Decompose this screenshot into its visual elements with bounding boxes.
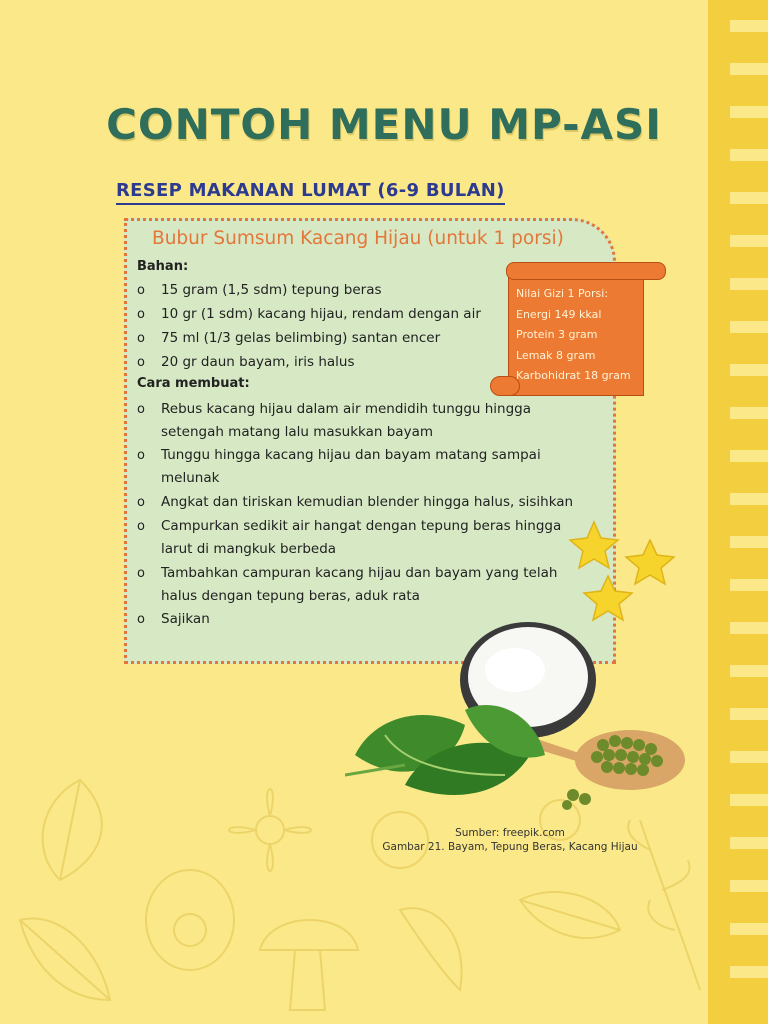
stripe-decoration [730, 794, 768, 806]
page-title: CONTOH MENU MP-ASI [106, 100, 662, 149]
nutrition-heading: Nilai Gizi 1 Porsi: [516, 287, 609, 300]
step-text: Tambahkan campuran kacang hijau dan bayam yang telah halus dengan tepung beras, aduk rata [161, 565, 558, 604]
recipe-title: Bubur Sumsum Kacang Hijau (untuk 1 porsi) [152, 228, 564, 249]
stripe-decoration [730, 192, 768, 204]
stripe-decoration [730, 493, 768, 505]
stripe-decoration [730, 579, 768, 591]
stripe-decoration [730, 966, 768, 978]
nutrition-energy: Energi 149 kkal [516, 307, 602, 321]
caption-figure: Gambar 21. Bayam, Tepung Beras, Kacang Hijau [382, 841, 638, 853]
scroll-top-roll [506, 262, 666, 280]
bullet-icon: o [137, 448, 145, 463]
nutrition-fat: Lemak 8 gram [516, 348, 596, 362]
image-caption [380, 826, 640, 854]
stripe-decoration [730, 278, 768, 290]
stripe-decoration [730, 364, 768, 376]
step-item [137, 444, 556, 490]
stripe-decoration [730, 20, 768, 32]
steps-label: Cara membuat: [137, 376, 250, 391]
stripe-decoration [730, 837, 768, 849]
bullet-icon: o [137, 355, 145, 370]
food-illustration [345, 615, 685, 815]
stripe-decoration [730, 708, 768, 720]
step-item [137, 562, 561, 608]
spinach-leaves-icon [345, 705, 545, 795]
ingredient-text: 15 gram (1,5 sdm) tepung beras [161, 282, 382, 298]
step-text: Rebus kacang hijau dalam air mendidih tunggu hingga setengah matang lalu masukkan bayam [161, 401, 532, 440]
stripe-decoration [730, 450, 768, 462]
stripe-decoration [730, 622, 768, 634]
stripe-decoration [730, 407, 768, 419]
step-item [137, 398, 531, 444]
caption-source: Sumber: freepik.com [455, 827, 565, 839]
stripe-decoration [730, 149, 768, 161]
step-item [137, 491, 581, 514]
ingredients-label: Bahan: [137, 259, 189, 274]
stripe-decoration [730, 751, 768, 763]
stars-decoration [566, 518, 680, 630]
ingredient-text: 10 gr (1 sdm) kacang hijau, rendam dengan air [161, 306, 481, 322]
ingredient-text: 75 ml (1/3 gelas belimbing) santan encer [161, 330, 441, 346]
stripe-decoration [730, 63, 768, 75]
stripe-decoration [730, 665, 768, 677]
mung-bean-spoon-icon [523, 730, 685, 810]
bullet-icon: o [137, 307, 145, 322]
step-item [137, 515, 566, 561]
step-text: Angkat dan tiriskan kemudian blender hingga halus, sisihkan [161, 494, 574, 510]
ingredient-text: 20 gr daun bayam, iris halus [161, 354, 355, 370]
bullet-icon: o [137, 495, 145, 510]
step-text: Tunggu hingga kacang hijau dan bayam matang sampai melunak [161, 447, 541, 486]
bullet-icon: o [137, 519, 145, 534]
nutrition-protein: Protein 3 gram [516, 328, 598, 341]
stripe-decoration [730, 880, 768, 892]
star-icon [570, 522, 674, 620]
stripe-decoration [730, 235, 768, 247]
bullet-icon: o [137, 566, 145, 581]
step-text: Campurkan sedikit air hangat dengan tepung beras hingga larut di mangkuk berbeda [161, 518, 562, 557]
nutrition-carbs: Karbohidrat 18 gram [516, 369, 631, 382]
step-text: Sajikan [161, 611, 210, 627]
stripe-decoration [730, 536, 768, 548]
bullet-icon: o [137, 331, 145, 346]
nutrition-scroll [490, 262, 670, 397]
bullet-icon: o [137, 612, 145, 627]
decorative-stripe-band [708, 0, 768, 1024]
bullet-icon: o [137, 283, 145, 298]
stripe-decoration [730, 321, 768, 333]
bullet-icon: o [137, 402, 145, 417]
nutrition-info [516, 284, 646, 387]
stripe-decoration [730, 923, 768, 935]
section-subtitle: RESEP MAKANAN LUMAT (6-9 BULAN) [116, 180, 505, 205]
